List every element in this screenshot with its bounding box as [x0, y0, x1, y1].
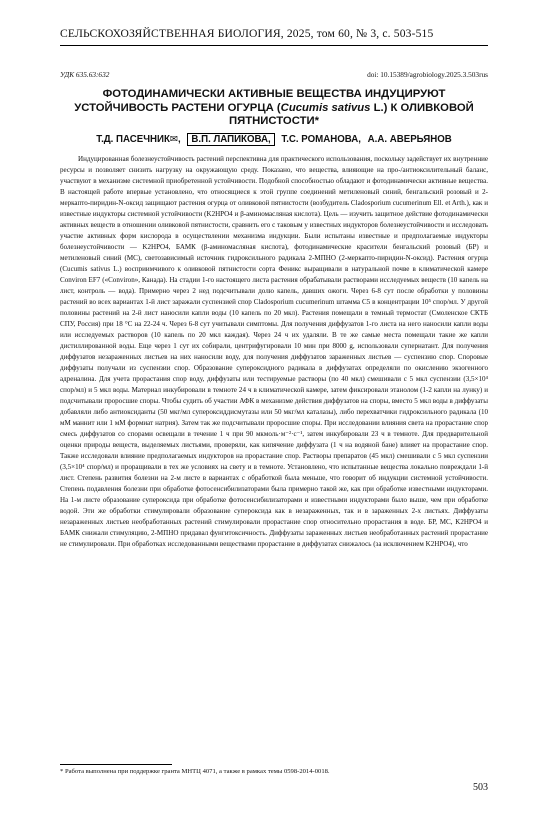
udk-code: УДК 635.63:632: [60, 70, 110, 79]
author-romanova: Т.С. РОМАНОВА,: [281, 134, 361, 145]
article-title: [60, 88, 488, 129]
abstract-paragraph: Индуцированная болезнеустойчивость растений перспективна для практического использования, поскольку задействует их внутренние ресурсы и позволяет снизить нагрузку на окружающую среду. Показано, что вещества, влияющие на про-/антиоксилительный баланс, участвуют в механизме системной приобретенной устойчивости. Подобной способностью обладают и фотодинамически активные вещества. В настоящей работе впервые установлено, что относящиеся к этой группе соединений метиленовый синий, бенгальский розовый и 2-меркапто-пиридин-N-оксид защищают растения огурца от оливковой пятнистости (возбудитель Cladosporium cucumerinum Ell. et Arth.), как и известные индукторы системной устойчивости (K2HPO4 и β-аминомасляная кислота). Цель — изучить защитное действие фотодинамически активных веществ в отношении оливковой пятнистости, сравнить его с таковым у известных индукторов болезнеустойчивости и исследовать участие активных форм кислорода в осуществлении механизма индукции. Были испытаны известные и предполагаемые индукторы болезнеустойчивости — K2HPO4, БАМК (β-аминомасляная кислота), фотодинамические красители бенгальский розовый (БР) и метиленовый синий (МС), светозависимый источник гидроксильного радикала 2-МПНО (2-меркапто-пиридин-N-оксид). Растения огурца (Cucumis sativus L.) восприимчивого к оливковой пятнистости сорта Феникс выращивали в натуральной почве в климатической камере Conviron EF7 («Conviron», Канада). На стадии 1-го настоящего листа растения обрабатывали растворами исследуемых веществ (10 капель на лист, контроль — вода). Примерно через 2 нед подсчитывали долю капель, давших ожоги. Через 6-8 сут после обработки у половины растений во всех вариантах 1-й лист заражали суспензией спор Cladosporium cucumerinum штамма C5 в концентрации 10⁵ спор/мл. У другой половины растений на 2-й лист наносили капли воды (10 капель по 20 мкл). Растения помещали в темный термостат (Смоленское СКТБ СПУ, Россия) при 18 °С на 22-24 ч. Через 6-8 сут учитывали симптомы. Для получения диффузатов 1-го листа на него наносили капли воды или исследуемых растворов (10 капель по 20 мкл каждая). Через 24 ч их удаляли. В те же самые места помещали такие же капли дистиллированной воды. Еще через 1 сут их собирали, центрифугировали 10 мин при 8000 g, использовали супернатант. Для получения диффузатов незараженных листьев на них наносили воду, для получения диффузатов зараженных листьев — суспензию спор. Споровые диффузаты получали из суспензии спор. Образование супероксидного радикала в диффузатах определяли по окислению экзогенного адреналина. Для учета прорастания спор воду, диффузаты или тестируемые растворы (по 40 мкл) смешивали с 5 мкл суспензии (3,5×10⁴ спор/мл) и 5 мкл воды. Материал инкубировали в темноте 24 ч в климатической камере, затем фиксировали этанолом (1-2 капли на лунку) и подсчитывали проросшие споры. Чтобы судить об участии АФК в механизме действия диффузатов на споры, вместо 5 мкл воды в диффузаты добавляли либо антиоксиданты (50 мкг/мл супероксиддисмутазы или 50 мкг/мл каталазы), либо перехватчики гидроксильного радикала (10 мМ маннит или 1 мМ формиат натрия). Затем так же подсчитывали проросшие споры. При исследовании влияния света на прорастание спор смесь диффузатов со спорами освещали в течение 1 ч при 90 мкмоль·м⁻²·с⁻¹, затем инкубировали 23 ч в темноте. Для предварительной оценки природы веществ, выделяемых листьями, проверяли, как кипячение диффузата (1 ч на водяной бане) влияет на прорастание спор. Также исследовали влияние предполагаемых индукторов на прорастание спор. Растворы препаратов (45 мкл) смешивали с 5 мкл суспензии (3,5×10⁴ спор/мл) и проращивали в тех же условиях на свету и в темноте. Установлено, что испытанные вещества локально повреждали 1-й лист. Степень развития болезни на 2-м листе в вариантах с обработкой была меньше, что говорит об индукции системной устойчивости. Степень подавления болезни при обработке фотосенсибилизаторами была примерно такой же, как при обработке известными индукторами. На 1-м листе образование супероксида при обработке фотосенсибилизаторами и известными индукторами было выше, чем при обработке водой. Эти же обработки стимулировали образование супероксида как в незараженных, так и в зараженных 2-х листьях. Диффузаты незараженных листьев необработанных растений стимулировали прорастание спор относительно прорастания в воде. БР, МС, K2HPO4 и БАМК снижали стимуляцию, 2-МПНО придавал фунгитоксичность. Диффузаты зараженных листьев необработанных растений прорастание не стимулировали. При обработках исследованными веществами прорастание в диффузатах снижалось (за исключением K2HPO4), что: [60, 155, 488, 548]
title-text-part2: L.) К ОЛИВКОВОЙ ПЯТНИСТОСТИ*: [229, 101, 474, 128]
doi-link[interactable]: doi: 10.15389/agrobiology.2025.3.503rus: [367, 70, 488, 79]
header-divider: [60, 45, 488, 46]
author-averyanov: А.А. АВЕРЬЯНОВ: [367, 134, 452, 145]
author-pasechnik: Т.Д. ПАСЕЧНИК✉,: [96, 134, 181, 145]
footnote-divider: [60, 764, 172, 765]
funding-footnote: * Работа выполнена при поддержке гранта МНТЦ 4071, а также в рамках темы 0598-2014-0018.: [60, 768, 330, 775]
author-lapikova: В.П. ЛАПИКОВА,: [187, 133, 274, 146]
title-species-name: Cucumis sativus: [280, 101, 371, 114]
abstract: [60, 154, 488, 550]
journal-header: СЕЛЬСКОХОЗЯЙСТВЕННАЯ БИОЛОГИЯ, 2025, том 60, № 3, с. 503-515: [60, 27, 434, 40]
page-number: 503: [473, 782, 488, 793]
title-text-part1: ФОТОДИНАМИЧЕСКИ АКТИВНЫЕ ВЕЩЕСТВА ИНДУЦИРУЮТ УСТОЙЧИВОСТЬ РАСТЕНИ ОГУРЦА (: [74, 88, 446, 114]
author-list: [60, 134, 488, 145]
